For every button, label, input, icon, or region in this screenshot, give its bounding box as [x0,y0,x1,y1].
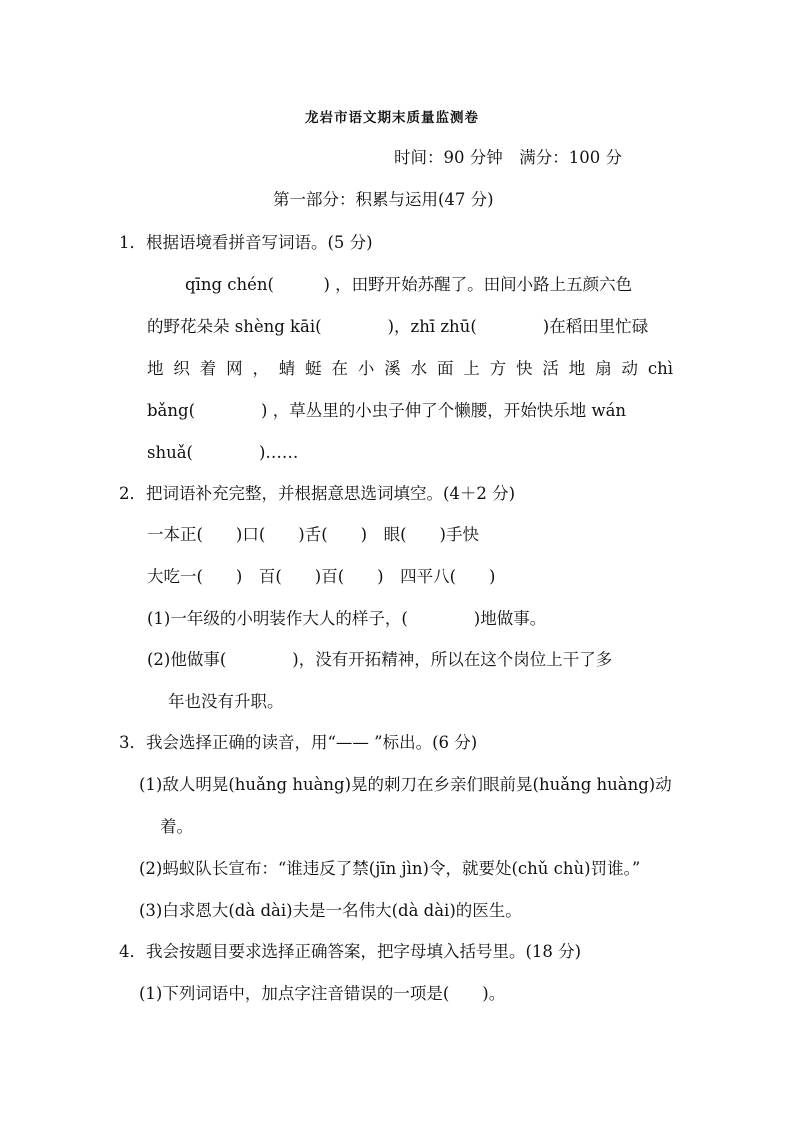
question-3-stem: 3．我会选择正确的读音，用“—— ”标出。(6 分) [119,733,478,752]
question-3-subitem: (2)蚂蚁队长宣布：“谁违反了禁(jīn jìn)令，就要处(chǔ chù)罚谁。” [139,859,641,878]
question-1-char: 小 [357,359,375,378]
question-2-subitem-continued: 年也没有升职。 [168,692,284,711]
question-3-subitem: (1)敌人明晃(huǎng huàng)晃的刺刀在乡亲们眼前晃(huǎng huàng)动 [139,775,672,794]
question-1-char: 地 [147,359,164,378]
question-1-char: 动 [621,359,638,378]
question-1-char: ， [252,359,269,378]
question-1-line: 的野花朵朵 shèng kāi( )，zhī zhū( )在稻田里忙碌 [147,317,649,336]
question-2-stem: 2．把词语补充完整，并根据意思选词填空。(4＋2 分) [119,484,516,503]
question-1-justified-line [147,357,673,381]
question-1-char: 在 [331,359,349,378]
question-1-line: shuǎ( )…… [147,443,299,462]
question-1-char: 蜓 [305,359,322,378]
part-one-title: 第一部分：积累与运用(47 分) [273,190,494,209]
question-1-char: 水 [410,359,428,378]
question-1-char: 扇 [595,359,612,378]
question-1-char: 活 [542,359,559,378]
question-1-stem: 1．根据语境看拼音写词语。(5 分) [119,233,373,252]
question-1-char: 蜻 [278,359,296,378]
idiom-row: 一本正( )口( )舌( ) 眼( )手快 [147,525,479,544]
question-1-char: 上 [463,359,480,378]
exam-title: 龙岩市语文期末质量监测卷 [305,110,479,126]
question-4-stem: 4．我会按题目要求选择正确答案，把字母填入括号里。(18 分) [119,942,582,961]
question-1-line: qīng chén( ) ，田野开始苏醒了。田间小路上五颜六色 [185,275,633,294]
question-1-char: 面 [436,359,454,378]
question-3-subitem-continued: 着。 [160,817,193,836]
question-1-char: 地 [568,359,586,378]
question-1-char: 织 [173,359,190,378]
question-1-char: 快 [516,359,533,378]
idiom-row: 大吃一( ) 百( )百( ) 四平八( ) [147,567,496,586]
time-score-info: 时间：90 分钟 满分：100 分 [394,148,622,167]
question-1-char: 方 [489,359,507,378]
question-1-char: 网 [226,359,243,378]
question-1-line: bǎng( ) ，草丛里的小虫子伸了个懒腰，开始快乐地 wán [147,401,627,420]
question-4-subitem: (1)下列词语中，加点字注音错误的一项是( )。 [139,984,506,1003]
question-2-subitem: (1)一年级的小明装作大人的样子，( )地做事。 [147,609,547,628]
question-1-char: chì [647,359,673,378]
question-1-char: 着 [199,359,217,378]
question-1-char: 溪 [384,359,401,378]
question-3-subitem: (3)白求恩大(dà dài)夫是一名伟大(dà dài)的医生。 [139,901,522,920]
question-2-subitem: (2)他做事( )，没有开拓精神，所以在这个岗位上干了多 [147,650,613,669]
